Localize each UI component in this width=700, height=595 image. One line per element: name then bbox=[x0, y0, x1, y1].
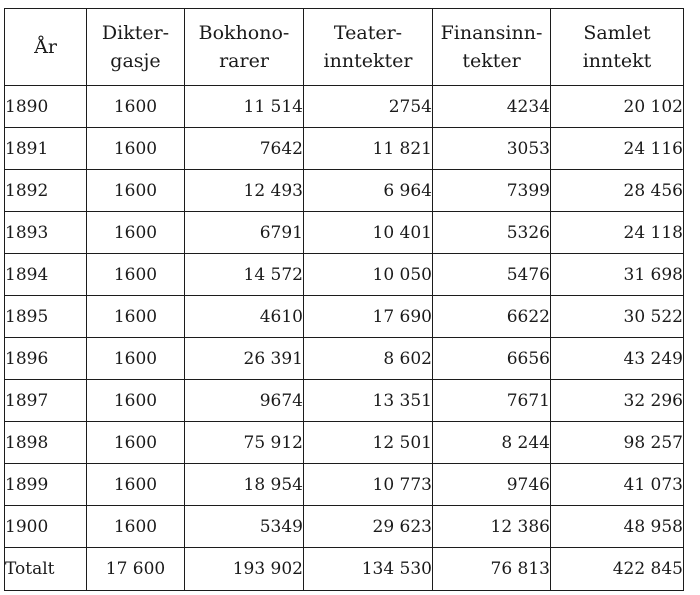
year-cell: 1894 bbox=[5, 254, 87, 296]
bokhonorarer-cell: 12 493 bbox=[185, 170, 304, 212]
header-line: tekter bbox=[462, 50, 521, 72]
finansinntekter-cell: 12 386 bbox=[433, 506, 551, 548]
bokhonorarer-cell: 9674 bbox=[185, 380, 304, 422]
header-line: rarer bbox=[219, 50, 269, 72]
gasje-cell: 1600 bbox=[87, 422, 185, 464]
bokhonorarer-cell: 26 391 bbox=[185, 338, 304, 380]
header-line: inntekt bbox=[582, 50, 652, 72]
table-row bbox=[5, 170, 684, 212]
teaterinntekter-cell: 10 773 bbox=[304, 464, 433, 506]
total-bokhonorarer-cell: 193 902 bbox=[185, 548, 304, 591]
finansinntekter-cell: 9746 bbox=[433, 464, 551, 506]
gasje-cell: 1600 bbox=[87, 506, 185, 548]
total-teaterinntekter-cell: 134 530 bbox=[304, 548, 433, 591]
table-row bbox=[5, 380, 684, 422]
teaterinntekter-cell: 11 821 bbox=[304, 128, 433, 170]
year-cell: 1893 bbox=[5, 212, 87, 254]
gasje-cell: 1600 bbox=[87, 170, 185, 212]
samlet-inntekt-cell: 31 698 bbox=[551, 254, 684, 296]
gasje-cell: 1600 bbox=[87, 380, 185, 422]
finansinntekter-cell: 3053 bbox=[433, 128, 551, 170]
teaterinntekter-cell: 2754 bbox=[304, 86, 433, 128]
samlet-inntekt-cell: 24 116 bbox=[551, 128, 684, 170]
finansinntekter-cell: 4234 bbox=[433, 86, 551, 128]
header-year bbox=[5, 9, 87, 86]
year-cell: 1898 bbox=[5, 422, 87, 464]
teaterinntekter-cell: 17 690 bbox=[304, 296, 433, 338]
table-row bbox=[5, 338, 684, 380]
bokhonorarer-cell: 6791 bbox=[185, 212, 304, 254]
gasje-cell: 1600 bbox=[87, 212, 185, 254]
header-teaterinntekter bbox=[304, 9, 433, 86]
finansinntekter-cell: 5476 bbox=[433, 254, 551, 296]
year-cell: 1900 bbox=[5, 506, 87, 548]
total-row bbox=[5, 548, 684, 591]
header-line: Samlet bbox=[583, 22, 651, 44]
samlet-inntekt-cell: 98 257 bbox=[551, 422, 684, 464]
table-row bbox=[5, 128, 684, 170]
header-year-label: År bbox=[34, 36, 57, 58]
header-finansinntekter bbox=[433, 9, 551, 86]
total-label: Totalt bbox=[5, 548, 87, 591]
table-row bbox=[5, 296, 684, 338]
header-line: gasje bbox=[110, 50, 161, 72]
table-row bbox=[5, 464, 684, 506]
samlet-inntekt-cell: 28 456 bbox=[551, 170, 684, 212]
teaterinntekter-cell: 12 501 bbox=[304, 422, 433, 464]
samlet-inntekt-cell: 48 958 bbox=[551, 506, 684, 548]
table-row bbox=[5, 254, 684, 296]
gasje-cell: 1600 bbox=[87, 128, 185, 170]
year-cell: 1897 bbox=[5, 380, 87, 422]
bokhonorarer-cell: 4610 bbox=[185, 296, 304, 338]
bokhonorarer-cell: 11 514 bbox=[185, 86, 304, 128]
year-cell: 1899 bbox=[5, 464, 87, 506]
teaterinntekter-cell: 8 602 bbox=[304, 338, 433, 380]
bokhonorarer-cell: 75 912 bbox=[185, 422, 304, 464]
table-row bbox=[5, 212, 684, 254]
teaterinntekter-cell: 29 623 bbox=[304, 506, 433, 548]
finansinntekter-cell: 5326 bbox=[433, 212, 551, 254]
total-gasje-cell: 17 600 bbox=[87, 548, 185, 591]
teaterinntekter-cell: 13 351 bbox=[304, 380, 433, 422]
total-finansinntekter-cell: 76 813 bbox=[433, 548, 551, 591]
samlet-inntekt-cell: 20 102 bbox=[551, 86, 684, 128]
samlet-inntekt-cell: 32 296 bbox=[551, 380, 684, 422]
gasje-cell: 1600 bbox=[87, 296, 185, 338]
samlet-inntekt-cell: 41 073 bbox=[551, 464, 684, 506]
year-cell: 1895 bbox=[5, 296, 87, 338]
gasje-cell: 1600 bbox=[87, 338, 185, 380]
samlet-inntekt-cell: 30 522 bbox=[551, 296, 684, 338]
gasje-cell: 1600 bbox=[87, 254, 185, 296]
samlet-inntekt-cell: 43 249 bbox=[551, 338, 684, 380]
header-line: Teater- bbox=[333, 22, 403, 44]
finansinntekter-cell: 6656 bbox=[433, 338, 551, 380]
table-row bbox=[5, 506, 684, 548]
header-bokhonorarer bbox=[185, 9, 304, 86]
header-samlet-inntekt bbox=[551, 9, 684, 86]
gasje-cell: 1600 bbox=[87, 86, 185, 128]
teaterinntekter-cell: 6 964 bbox=[304, 170, 433, 212]
income-table bbox=[4, 8, 684, 591]
bokhonorarer-cell: 14 572 bbox=[185, 254, 304, 296]
teaterinntekter-cell: 10 401 bbox=[304, 212, 433, 254]
finansinntekter-cell: 7399 bbox=[433, 170, 551, 212]
header-line: inntekter bbox=[323, 50, 413, 72]
finansinntekter-cell: 6622 bbox=[433, 296, 551, 338]
year-cell: 1890 bbox=[5, 86, 87, 128]
gasje-cell: 1600 bbox=[87, 464, 185, 506]
year-cell: 1892 bbox=[5, 170, 87, 212]
year-cell: 1896 bbox=[5, 338, 87, 380]
year-cell: 1891 bbox=[5, 128, 87, 170]
samlet-inntekt-cell: 24 118 bbox=[551, 212, 684, 254]
header-dikter-gasje bbox=[87, 9, 185, 86]
table-row bbox=[5, 86, 684, 128]
header-line: Dikter- bbox=[101, 22, 170, 44]
bokhonorarer-cell: 18 954 bbox=[185, 464, 304, 506]
header-row bbox=[5, 9, 684, 86]
bokhonorarer-cell: 7642 bbox=[185, 128, 304, 170]
header-line: Bokhono- bbox=[198, 22, 290, 44]
finansinntekter-cell: 7671 bbox=[433, 380, 551, 422]
bokhonorarer-cell: 5349 bbox=[185, 506, 304, 548]
header-line: Finansinn- bbox=[440, 22, 543, 44]
finansinntekter-cell: 8 244 bbox=[433, 422, 551, 464]
teaterinntekter-cell: 10 050 bbox=[304, 254, 433, 296]
total-samlet-inntekt-cell: 422 845 bbox=[551, 548, 684, 591]
table-row bbox=[5, 422, 684, 464]
